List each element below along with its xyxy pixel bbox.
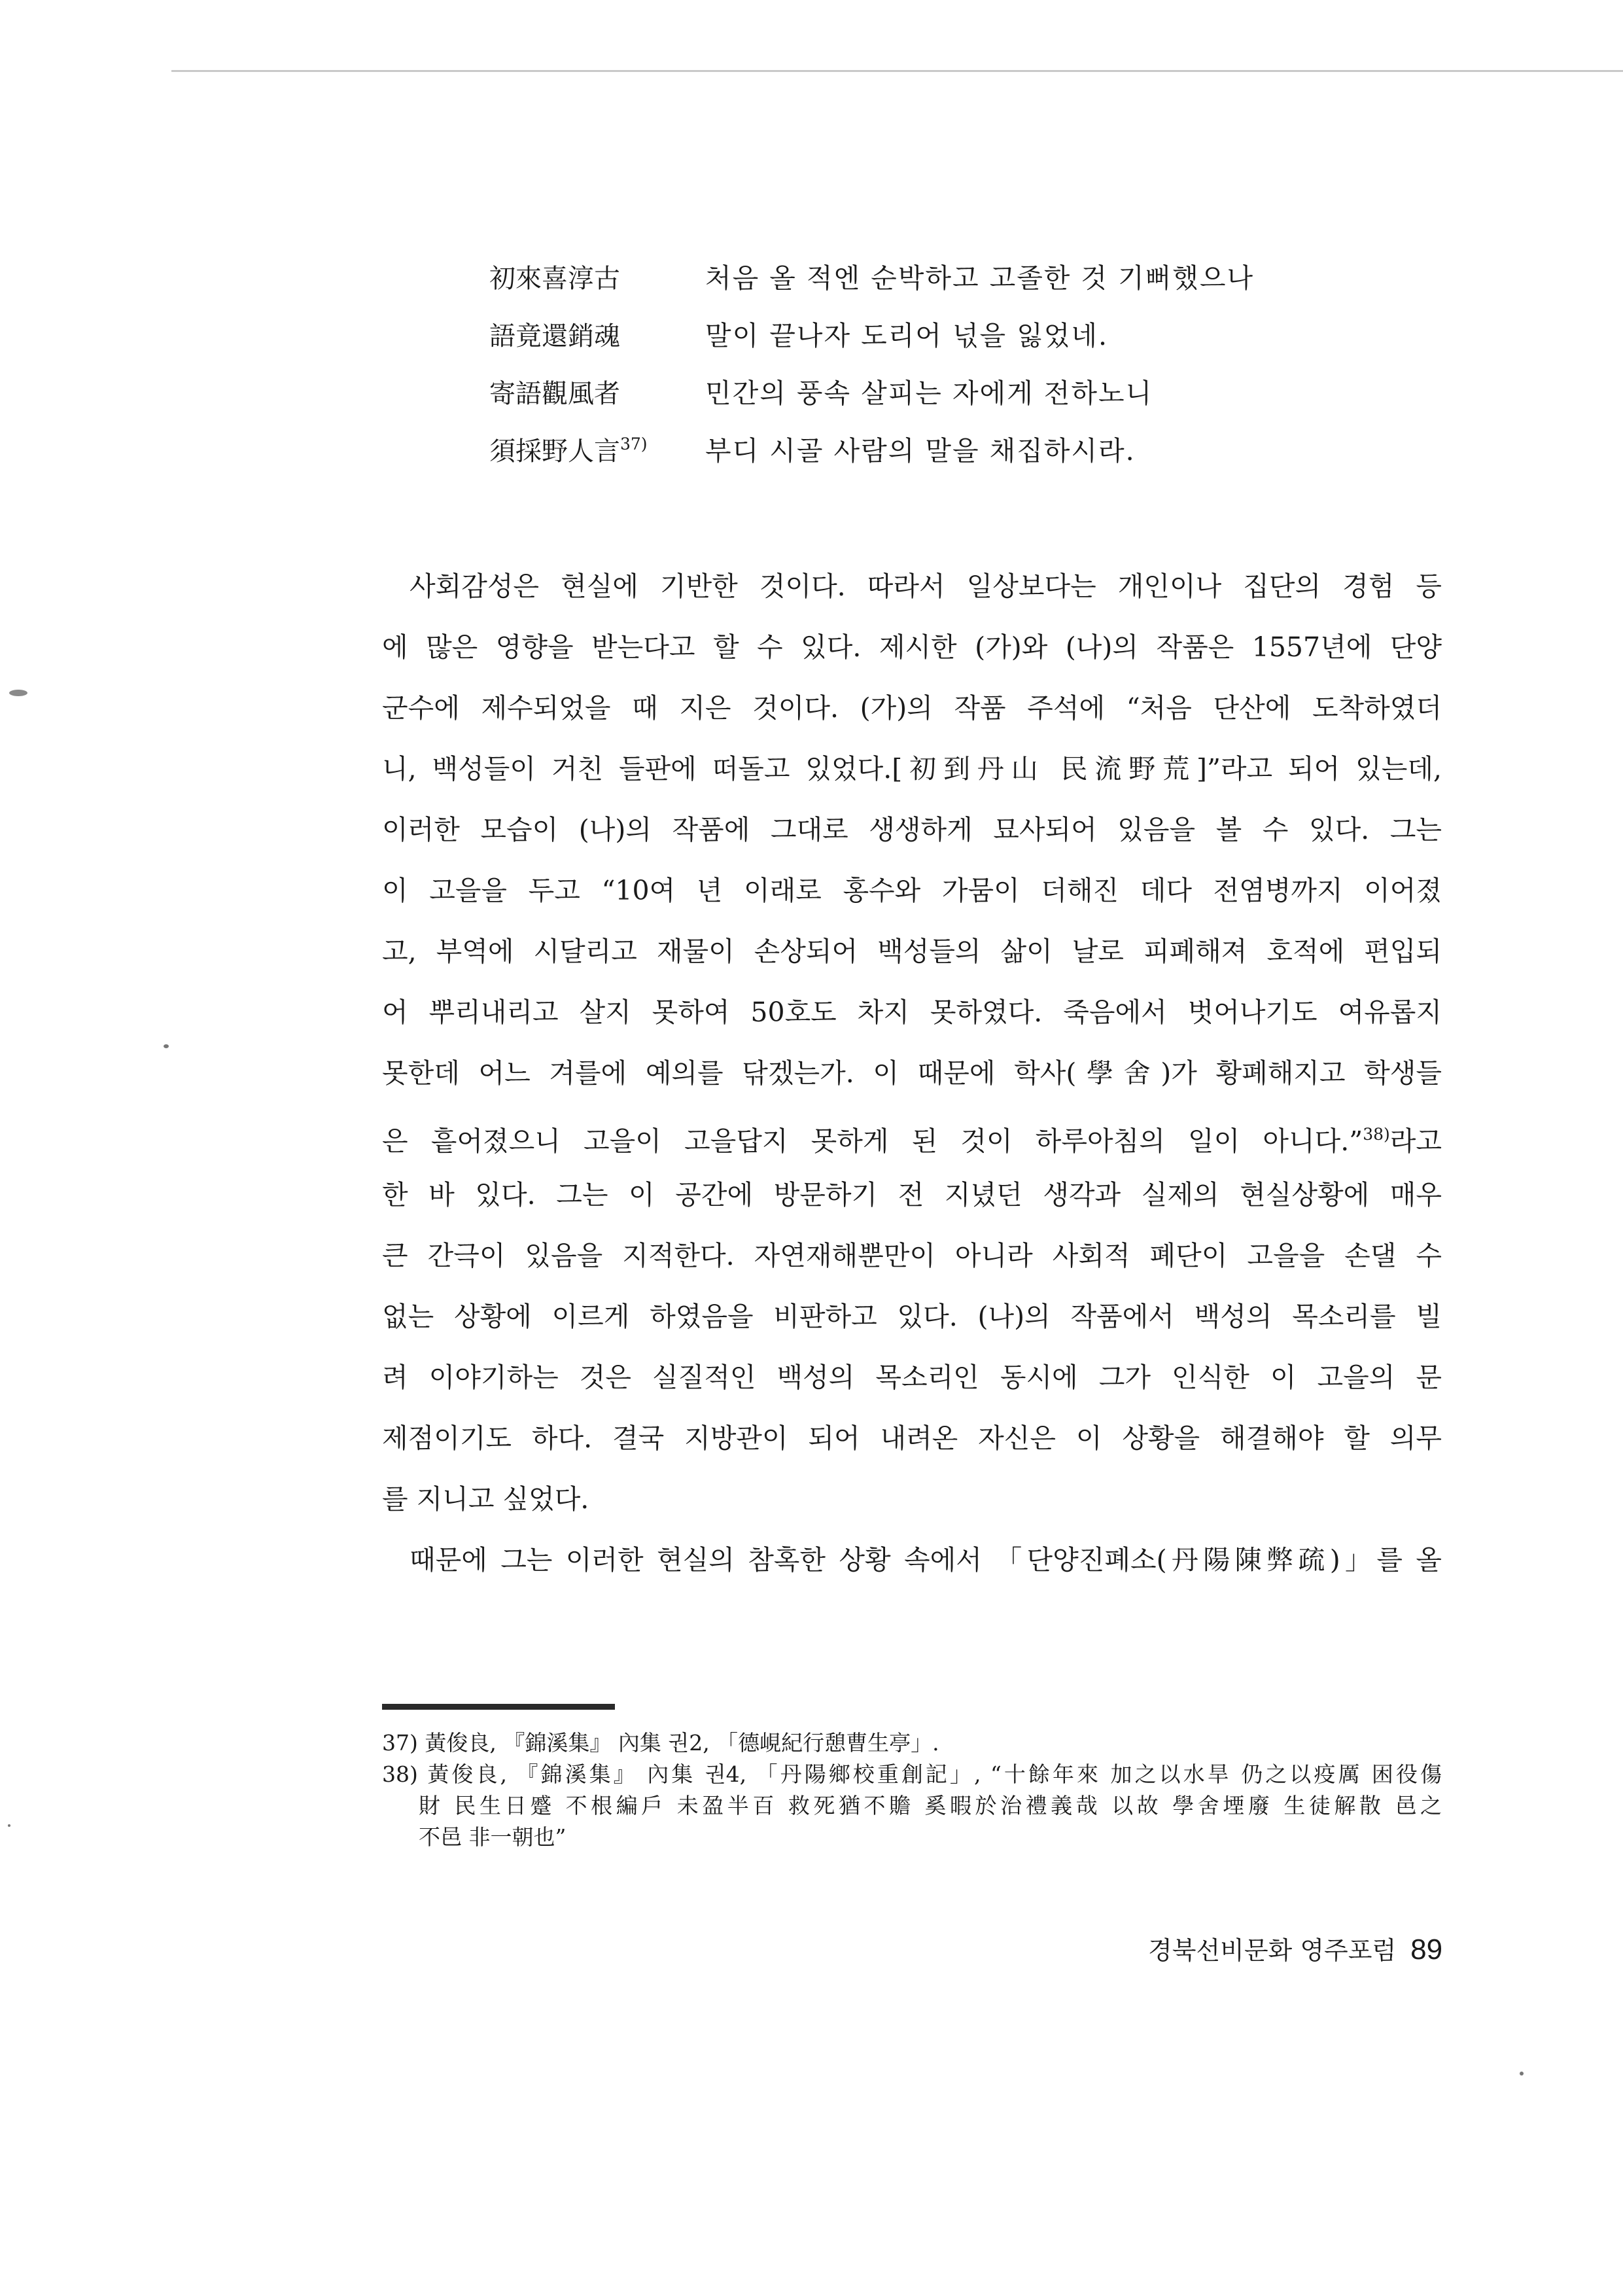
poem-hanja: 寄語觀風者 xyxy=(489,379,620,409)
footnote-ref-38[interactable]: 38) xyxy=(1363,1125,1390,1144)
body-line: 이러한 모습이 (나)의 작품에 그대로 생생하게 묘사되어 있음을 볼 수 있다. 그는 xyxy=(382,814,1442,845)
body-line: 니, 백성들이 거친 들판에 떠돌고 있었다.[初到丹山 民流野荒]”라고 되어 있는데, xyxy=(382,753,1442,785)
poem-line xyxy=(489,372,1471,429)
body-line: 려 이야기하는 것은 실질적인 백성의 목소리인 동시에 그가 인식한 이 고을의 문 xyxy=(382,1362,1442,1393)
poem-hanja: 須採野人言$^{37)}$ xyxy=(489,434,648,467)
poem-korean: 부디 시골 사람의 말을 채집하시라. xyxy=(705,435,1136,467)
poem-line xyxy=(489,256,1471,314)
footer-title: 경북선비문화 영주포럼 xyxy=(1148,1936,1397,1965)
body-line: 때문에 그는 이러한 현실의 참혹한 상황 속에서 「단양진폐소(丹陽陳弊疏)」를 올 xyxy=(410,1544,1442,1576)
body-line: 를 지니고 싶었다. xyxy=(382,1483,589,1515)
footnote-38: 38) 黃俊良, 『錦溪集』 內集 권4, 「丹陽鄉校重創記」, “十餘年來 加之以水旱 仍之以疫厲 困役傷 xyxy=(382,1761,1442,1787)
scan-speck xyxy=(9,690,27,696)
body-line: 없는 상황에 이르게 하였음을 비판하고 있다. (나)의 작품에서 백성의 목소리를 빌 xyxy=(382,1301,1442,1332)
scan-speck xyxy=(8,1824,10,1827)
poem-hanja: 語竟還銷魂 xyxy=(489,321,620,351)
page-footer xyxy=(1148,1930,1442,1966)
page-number: 89 xyxy=(1410,1934,1443,1966)
body-line: 제점이기도 하다. 결국 지방관이 되어 내려온 자신은 이 상황을 해결해야 할 의무 xyxy=(382,1422,1442,1454)
poem-korean: 말이 끝나자 도리어 넋을 잃었네. xyxy=(705,320,1109,351)
body-line: 어 뿌리내리고 살지 못하여 50호도 차지 못하였다. 죽음에서 벗어나기도 여유롭지 xyxy=(382,997,1442,1028)
poem-korean: 민간의 풍속 살피는 자에게 전하노니 xyxy=(705,378,1153,409)
footnote-37: 37) 黃俊良, 『錦溪集』 內集 권2, 「德峴紀行憩曹生亭」. xyxy=(382,1730,939,1756)
poem-line xyxy=(489,314,1471,372)
body-line: 한 바 있다. 그는 이 공간에 방문하기 전 지녔던 생각과 실제의 현실상황에 매우 xyxy=(382,1179,1442,1210)
body-line: 군수에 제수되었을 때 지은 것이다. (가)의 작품 주석에 “처음 단산에 도착하였더 xyxy=(382,692,1442,724)
body-line: 고, 부역에 시달리고 재물이 손상되어 백성들의 삶이 날로 피폐해져 호적에 편입되 xyxy=(382,936,1442,967)
scan-speck xyxy=(164,1044,169,1048)
body-line: 에 많은 영향을 받는다고 할 수 있다. 제시한 (가)와 (나)의 작품은 1557년에 단양 xyxy=(382,631,1442,663)
poem-line xyxy=(489,429,1471,487)
body-line: 이 고을을 두고 “10여 년 이래로 홍수와 가뭄이 더해진 데다 전염병까지 이어졌 xyxy=(382,875,1442,906)
header-rule xyxy=(171,70,1623,72)
footnote-ref-37[interactable]: 37) xyxy=(620,434,648,453)
footnote-38-continued: 財 民生日蹙 不根編戶 未盈半百 救死猶不贍 奚暇於治禮義哉 以故 學舍堙廢 生徒解散 邑之 xyxy=(419,1793,1442,1818)
scan-speck xyxy=(1520,2072,1524,2075)
body-line: 못한데 어느 겨를에 예의를 닦겠는가. 이 때문에 학사(學舍)가 황폐해지고 학생들 xyxy=(382,1057,1442,1089)
body-line: 은 흩어졌으니 고을이 고을답지 못하게 된 것이 하루아침의 일이 아니다.”$^{38)}$라고 xyxy=(382,1125,1442,1157)
footnote-38-continued: 不邑 非一朝也” xyxy=(419,1824,567,1850)
body-line: 큰 간극이 있음을 지적한다. 자연재해뿐만이 아니라 사회적 폐단이 고을을 손댈 수 xyxy=(382,1240,1442,1271)
poem-korean: 처음 올 적엔 순박하고 고졸한 것 기뻐했으나 xyxy=(705,262,1255,294)
footnotes xyxy=(382,1727,1442,1853)
poem-block xyxy=(489,256,1471,487)
body-text xyxy=(382,556,1442,1591)
poem-hanja: 初來喜淳古 xyxy=(489,264,620,294)
body-line: 사회감성은 현실에 기반한 것이다. 따라서 일상보다는 개인이나 집단의 경험 등 xyxy=(410,571,1442,602)
footnote-rule xyxy=(382,1704,615,1710)
